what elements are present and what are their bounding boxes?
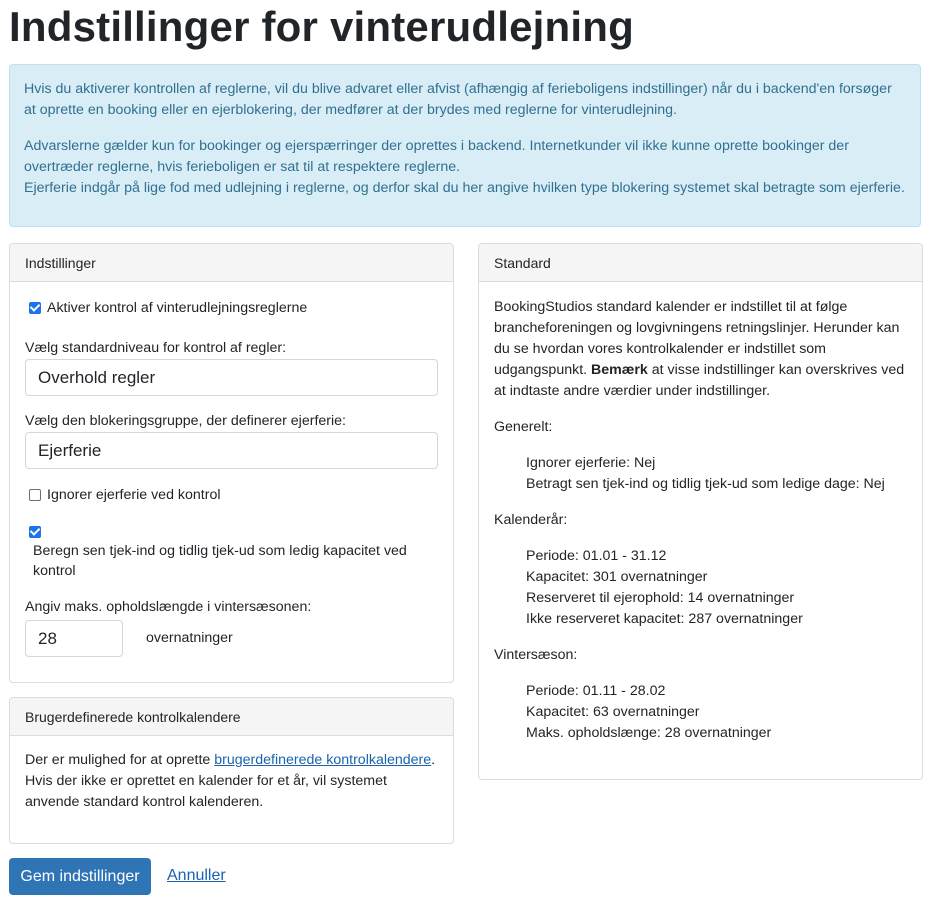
general-list [494,453,907,495]
ignore-checkbox[interactable] [29,489,41,501]
list-item: Periode: 01.11 - 28.02 [526,683,666,699]
list-item: Reserveret til ejerophold: 14 overnatninger [526,590,795,606]
custom-calendars-panel [9,697,454,844]
panel-heading: Indstillinger [10,244,453,282]
panel-heading: Brugerdefinerede kontrolkalendere [10,698,453,736]
list-item: Ignorer ejerferie: Nej [526,455,656,471]
note-bold: Bemærk [591,362,648,378]
level-label: Vælg standardniveau for kontrol af regler: [25,340,287,356]
info-paragraph [24,136,906,199]
group-label: Vælg den blokeringsgruppe, der definerer ejerferie: [25,413,346,429]
list-item: Kapacitet: 63 overnatninger [526,704,700,720]
max-label: Angiv maks. opholdslængde i vintersæsonen: [25,599,312,615]
activate-label: Aktiver kontrol af vinterudlejningsreglerne [47,300,308,316]
standard-intro [494,297,907,402]
info-alert [9,64,921,227]
page-title: Indstillinger for vinterudlejning [9,3,634,50]
list-item: Ikke reserveret kapacitet: 287 overnatninger [526,611,803,627]
custom-text: Der er mulighed for at oprette [25,752,215,768]
info-text: Advarslerne gælder kun for bookinger og ejerspærringer der oprettes i backend. Internetkunder vil ikke kunne oprette bookinger der overtræder reglerne, hvis ferieboligen er sat til at respektere reglerne. [24,138,849,175]
cancel-link[interactable]: Annuller [167,867,226,884]
info-paragraph: Hvis du aktiverer kontrollen af reglerne, vil du blive advaret eller afvist (afhængig af ferieboligens indstillinger) når du i backend'en forsøger at oprette en booking eller en ejerblokering, der medfører at der brydes med reglerne for vinterudlejning. [24,81,892,118]
custom-calendars-text [10,736,453,828]
list-item: Periode: 01.01 - 31.12 [526,548,667,564]
list-item: Kapacitet: 301 overnatninger [526,569,708,585]
list-item: Maks. opholdslænge: 28 overnatninger [526,725,772,741]
ignore-row [25,485,438,506]
panel-heading: Standard [479,244,922,282]
custom-text: . Hvis der ikke er oprettet en kalender for et år, vil systemet anvende standard kontrol kalenderen. [25,752,436,810]
level-select[interactable]: Overhold regler [25,359,438,396]
max-stay-unit: overnatninger [146,630,233,646]
max-stay-input[interactable]: 28 [25,620,123,657]
winter-label: Vintersæson: [494,647,578,663]
save-button[interactable]: Gem indstillinger [9,858,151,895]
settings-panel [9,243,454,683]
compute-label: Beregn sen tjek-ind og tidlig tjek-ud som ledig kapacitet ved kontrol [33,543,407,579]
calendar-label: Kalenderår: [494,512,568,528]
winter-list [494,681,907,744]
intro-text: BookingStudios standard kalender er indstillet til at følge brancheforeningen og lovgivningens retningslinjer. Herunder kan du se hvordan vores kontrolkalender er indstillet som udgangspunkt. [494,299,900,378]
group-select[interactable]: Ejerferie [25,432,438,469]
general-label: Generelt: [494,419,553,435]
info-text: Ejerferie indgår på lige fod med udlejning i reglerne, og derfor skal du her angive hvilken type blokering systemet skal betragte som ejerferie. [24,180,905,196]
standard-panel [478,243,923,780]
activate-row [25,298,438,319]
activate-checkbox[interactable] [29,302,41,314]
ignore-label: Ignorer ejerferie ved kontrol [47,487,221,503]
compute-checkbox[interactable] [29,526,41,538]
note-text: at visse indstillinger kan overskrives ved at indtaste andre værdier under indstillinger. [494,362,905,399]
custom-calendars-link[interactable]: brugerdefinerede kontrolkalendere [214,752,432,768]
calendar-list [494,546,907,630]
list-item: Betragt sen tjek-ind og tidlig tjek-ud som ledige dage: Nej [526,476,885,492]
